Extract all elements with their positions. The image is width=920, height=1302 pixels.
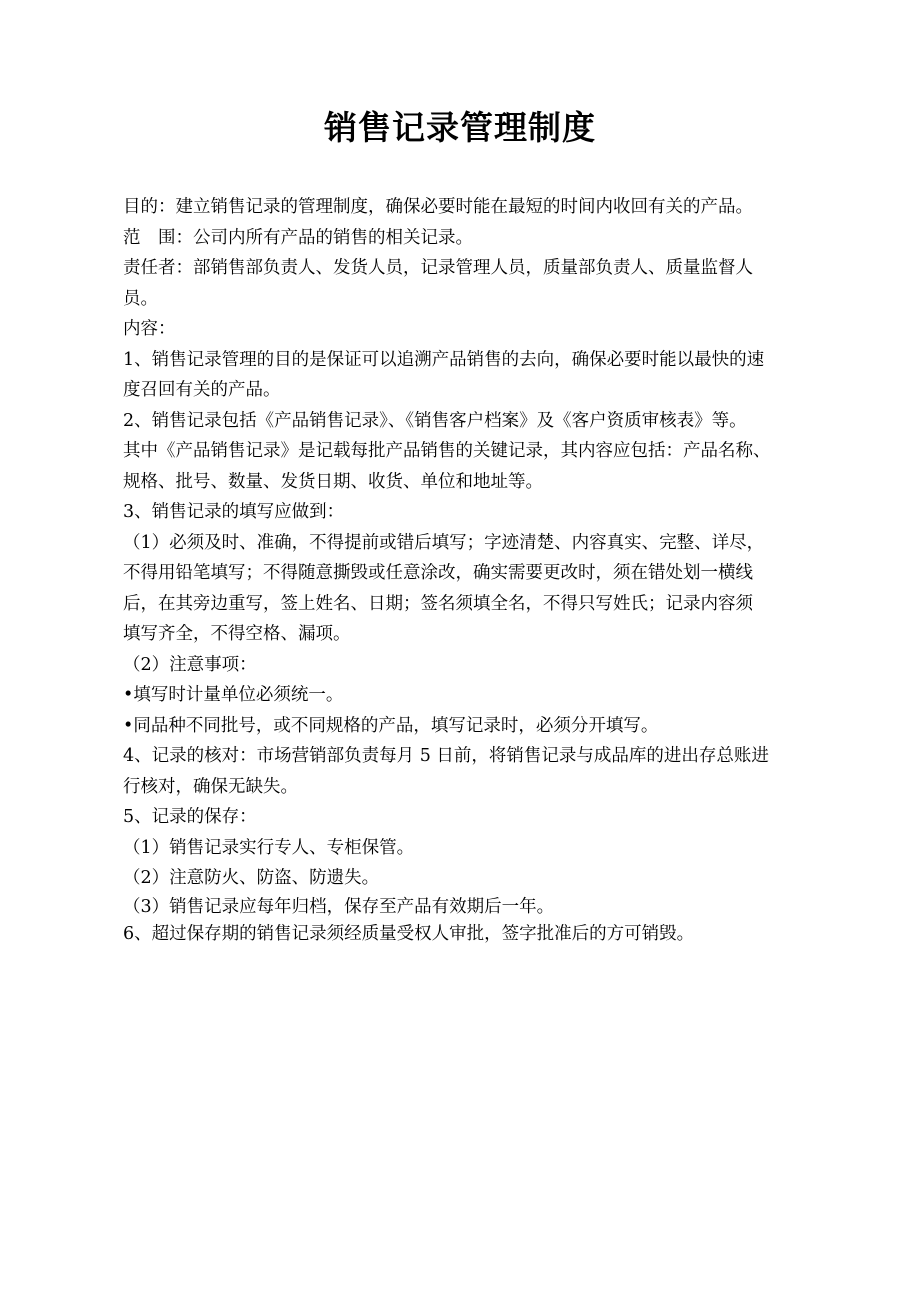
purpose-line: 目的：建立销售记录的管理制度，确保必要时能在最短的时间内收回有关的产品。 — [123, 197, 753, 217]
scope-line: 范 围：公司内所有产品的销售的相关记录。 — [123, 227, 473, 248]
item-4-line-1: 4、记录的核对：市场营销部负责每月 5 日前，将销售记录与成品库的进出存总账进 — [123, 746, 769, 766]
item-3-sub-1-line-3: 后，在其旁边重写，签上姓名、日期；签名须填全名，不得只写姓氏；记录内容须 — [123, 593, 753, 614]
item-3-sub-1-line-2: 不得用铅笔填写；不得随意撕毁或任意涂改，确实需要更改时，须在错处划一横线 — [123, 563, 753, 583]
item-1-line-1: 1、销售记录管理的目的是保证可以追溯产品销售的去向，确保必要时能以最快的速 — [123, 349, 765, 370]
item-4-line-2: 行核对，确保无缺失。 — [123, 776, 298, 797]
responsible-line-1: 责任者：部销售部负责人、发货人员，记录管理人员，质量部负责人、质量监督人 — [123, 258, 753, 278]
document-title: 销售记录管理制度 — [324, 108, 596, 147]
responsible-line-2: 员。 — [123, 288, 158, 309]
item-5-heading: 5、记录的保存： — [123, 807, 257, 827]
item-5-sub-3: （3）销售记录应每年归档，保存至产品有效期后一年。 — [123, 896, 555, 917]
item-2-line-3: 规格、批号、数量、发货日期、收货、单位和地址等。 — [123, 471, 543, 492]
item-2-line-2: 其中《产品销售记录》是记载每批产品销售的关键记录，其内容应包括：产品名称、 — [123, 441, 771, 461]
item-2-line-1: 2、销售记录包括《产品销售记录》、《销售客户档案》及《客户资质审核表》等。 — [123, 410, 747, 431]
item-5-sub-1: （1）销售记录实行专人、专柜保管。 — [123, 837, 415, 858]
item-6-line: 6、超过保存期的销售记录须经质量受权人审批，签字批准后的方可销毁。 — [123, 923, 695, 944]
document-body — [123, 192, 803, 948]
item-3-heading: 3、销售记录的填写应做到： — [123, 502, 345, 522]
item-3-sub-1-line-4: 填写齐全，不得空格、漏项。 — [123, 624, 351, 644]
item-5-sub-2: （2）注意防火、防盗、防遗失。 — [123, 868, 380, 888]
bullet-item-2: •同品种不同批号，或不同规格的产品，填写记录时，必须分开填写。 — [123, 715, 659, 736]
item-3-sub-1-line-1: （1）必须及时、准确，不得提前或错后填写；字迹清楚、内容真实、完整、详尽， — [123, 532, 765, 553]
item-1-line-2: 度召回有关的产品。 — [123, 380, 281, 400]
item-3-sub-2-heading: （2）注意事项： — [123, 654, 257, 675]
bullet-item-1: •填写时计量单位必须统一。 — [123, 685, 344, 705]
content-heading: 内容： — [123, 319, 176, 339]
